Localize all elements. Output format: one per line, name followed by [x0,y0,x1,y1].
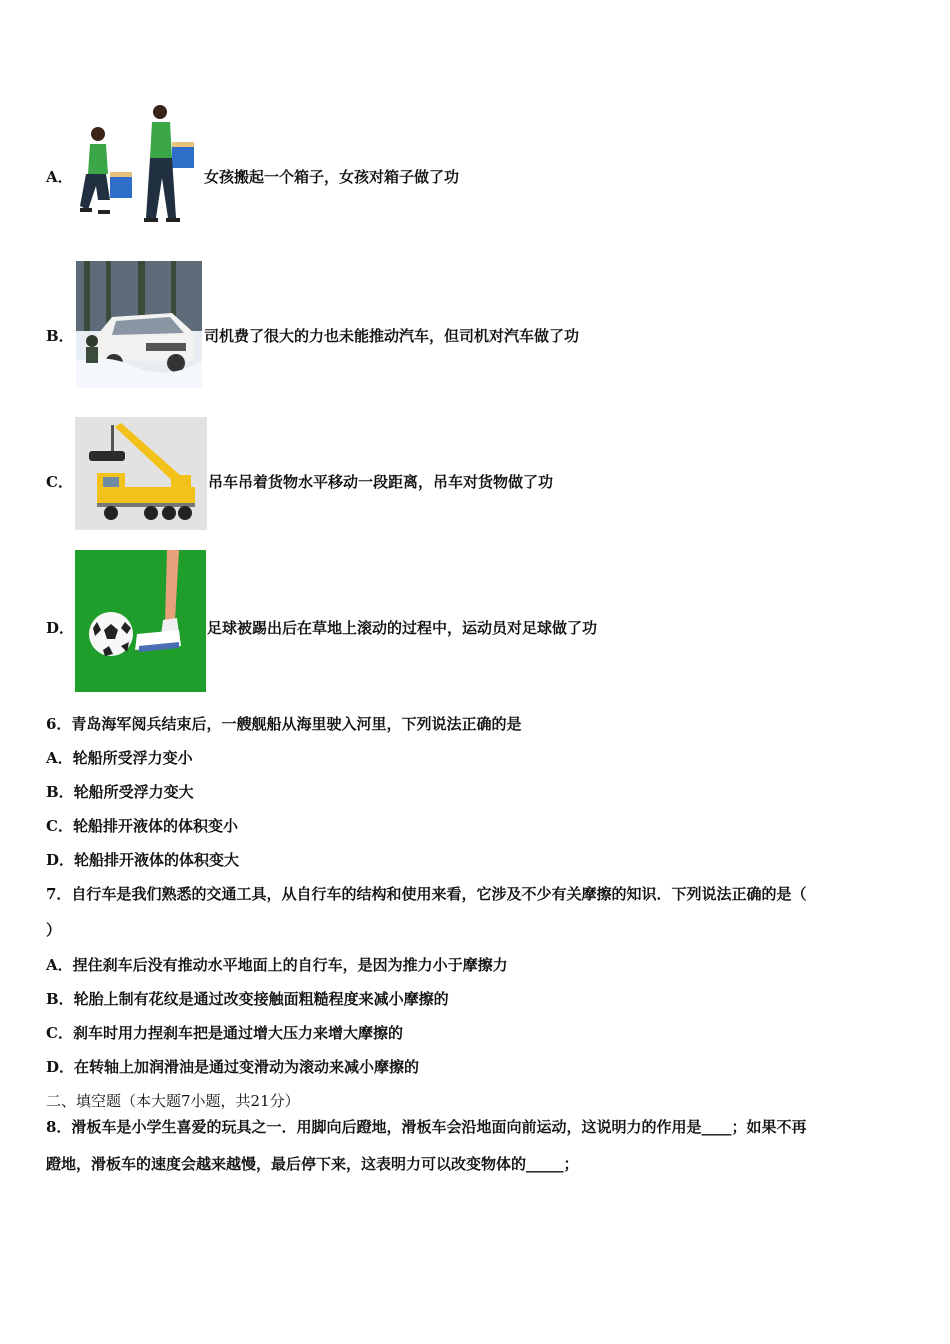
q8-line-1: 8．滑板车是小学生喜爱的玩具之一．用脚向后蹬地，滑板车会沿地面向前运动，这说明力的作用是____；如果不再 [46,1118,807,1136]
option-d-text: 足球被踢出后在草地上滚动的过程中，运动员对足球做了功 [207,619,598,637]
q7-option-c: C．刹车时用力捏刹车把是通过增大压力来增大摩擦的 [46,1024,403,1042]
crane-truck-icon [75,417,207,530]
q7-option-d: D．在转轴上加润滑油是通过变滑动为滚动来减小摩擦的 [46,1058,420,1076]
option-c-text: 吊车吊着货物水平移动一段距离，吊车对货物做了功 [208,473,554,491]
option-c-label: C． [46,473,73,491]
option-d-label: D． [46,619,75,637]
q6-option-c: C．轮船排开液体的体积变小 [46,817,238,835]
q8-line-2: 蹬地，滑板车的速度会越来越慢，最后停下来，这表明力可以改变物体的_____； [46,1155,579,1173]
option-b-label: B． [46,327,74,345]
section-heading: 二、填空题（本大题7小题，共21分） [46,1092,300,1110]
q7-stem: 7．自行车是我们熟悉的交通工具，从自行车的结构和使用来看，它涉及不少有关摩擦的知识．下列说法正确的是（ [46,885,807,903]
option-a-label: A． [46,168,73,186]
car-in-snow-icon [76,261,202,388]
q6-stem: 6．青岛海军阅兵结束后，一艘舰船从海里驶入河里，下列说法正确的是 [46,715,522,733]
option-b-text: 司机费了很大的力也未能推动汽车，但司机对汽车做了功 [204,327,580,345]
q7-option-a: A．捏住刹车后没有推动水平地面上的自行车，是因为推力小于摩擦力 [46,956,508,974]
q6-option-d: D．轮船排开液体的体积变大 [46,851,240,869]
soccer-kick-icon [75,550,206,692]
q6-option-b: B．轮船所受浮力变大 [46,783,194,801]
option-a-text: 女孩搬起一个箱子，女孩对箱子做了功 [204,168,460,186]
q7-option-b: B．轮胎上制有花纹是通过改变接触面粗糙程度来减小摩擦的 [46,990,449,1008]
q6-option-a: A．轮船所受浮力变小 [46,749,193,767]
q7-stem-end: ） [46,921,62,939]
girl-lifting-box-icon [76,100,202,226]
